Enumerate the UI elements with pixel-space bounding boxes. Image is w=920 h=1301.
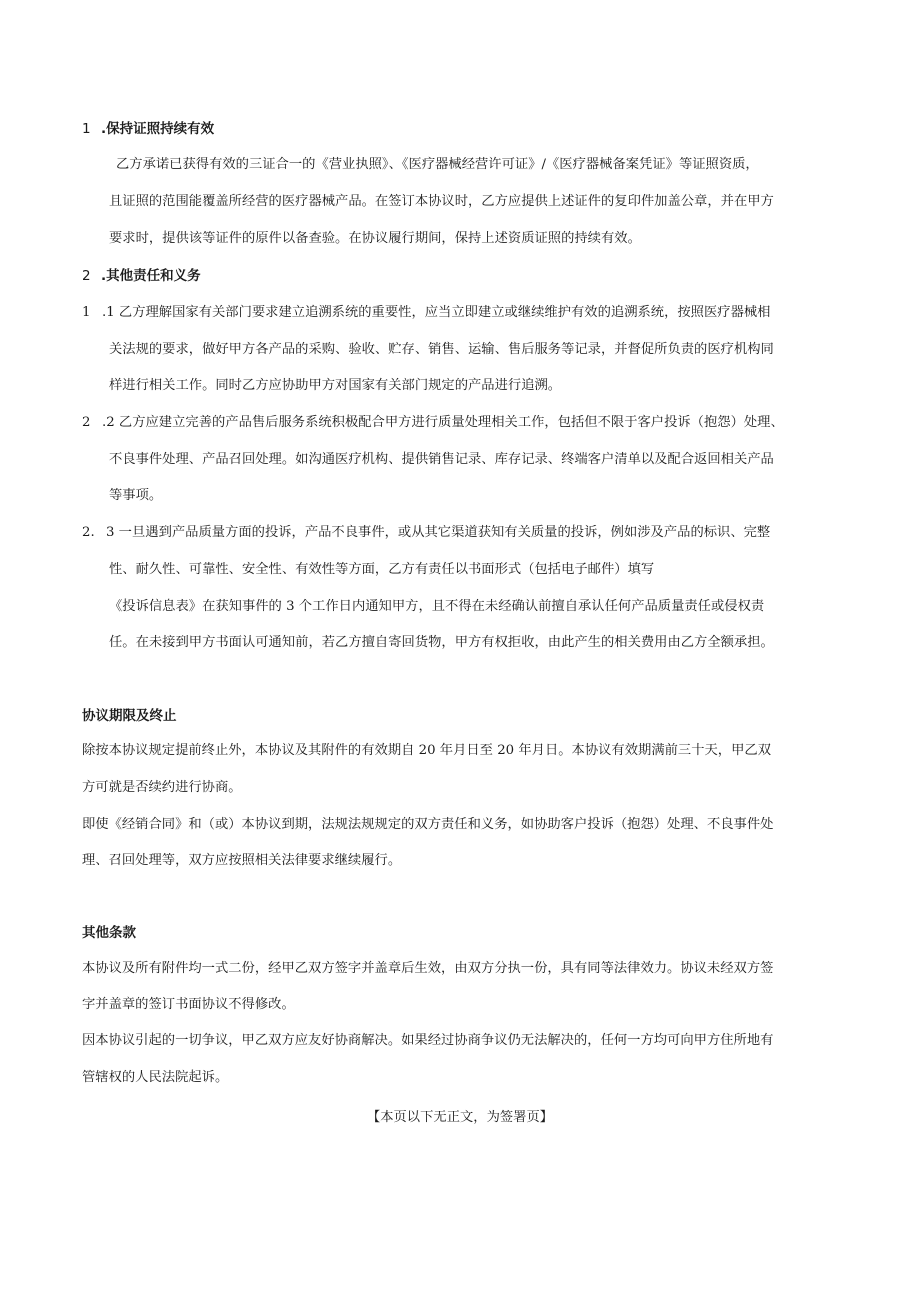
section-1-number: 1 <box>82 121 91 137</box>
section-other-line: 本协议及所有附件均一式二份，经甲乙双方签字并盖章后生效，由双方分执一份，具有同等法律效力。协议未经双方签 <box>82 961 774 976</box>
item-1-line: .1 乙方理解国家有关部门要求建立追溯系统的重要性，应当立即建立或继续维护有效的追溯系统，按照医疗器械相 <box>102 305 771 320</box>
item-1-number: 1 <box>82 305 91 320</box>
section-1-heading: .保持证照持续有效 <box>101 121 215 137</box>
section-other-line: 因本协议引起的一切争议，甲乙双方应友好协商解决。如果经过协商争议仍无法解决的，任何一方均可向甲方住所地有 <box>82 1033 774 1048</box>
section-other-line: 管辖权的人民法院起诉。 <box>82 1070 229 1085</box>
section-1-line: 乙方承诺已获得有效的三证合一的《营业执照》、《医疗器械经营许可证》/《医疗器械备案凭证》等证照资质， <box>116 157 759 172</box>
item-2-line: .2 乙方应建立完善的产品售后服务系统积极配合甲方进行质量处理相关工作，包括但不限于客户投诉（抱怨）处理、 <box>102 415 784 430</box>
section-2-number: 2 <box>82 268 91 284</box>
section-term-line: 理、召回处理等，双方应按照相关法律要求继续履行。 <box>82 853 402 868</box>
item-3-line: 《投诉信息表》在获知事件的 3 个工作日内通知甲方，且不得在未经确认前擅自承认任何产品质量责任或侵权责 <box>109 599 765 614</box>
section-term-line: 即使《经销合同》和（或）本协议到期，法规法规规定的双方责任和义务，如协助客户投诉（抱怨）处理、不良事件处 <box>82 817 774 832</box>
item-2-line: 不良事件处理、产品召回处理。如沟通医疗机构、提供销售记录、库存记录、终端客户清单以及配合返回相关产品 <box>109 452 774 467</box>
item-3-line: 性、耐久性、可靠性、安全性、有效性等方面，乙方有责任以书面形式（包括电子邮件）填写 <box>109 562 655 577</box>
item-3-line: 任。在未接到甲方书面认可通知前，若乙方擅自寄回货物，甲方有权拒收，由此产生的相关费用由乙方全额承担。 <box>109 635 774 650</box>
item-2-number: 2 <box>82 415 91 430</box>
section-1-line: 且证照的范围能覆盖所经营的医疗器械产品。在签订本协议时，乙方应提供上述证件的复印件加盖公章，并在甲方 <box>109 194 774 209</box>
item-3-number: 2. <box>82 525 95 540</box>
section-1-line: 要求时，提供该等证件的原件以备查验。在协议履行期间，保持上述资质证照的持续有效。 <box>109 231 641 246</box>
section-term-line: 除按本协议规定提前终止外，本协议及其附件的有效期自 20 年月日至 20 年月日。本协议有效期满前三十天，甲乙双 <box>82 743 771 758</box>
item-1-line: 关法规的要求，做好甲方各产品的采购、验收、贮存、销售、运输、售后服务等记录，并督促所负责的医疗机构同 <box>109 342 774 357</box>
section-term-line: 方可就是否续约进行协商。 <box>82 780 242 795</box>
section-other-heading: 其他条款 <box>82 925 136 941</box>
section-term-heading: 协议期限及终止 <box>82 708 177 724</box>
section-other-line: 字并盖章的签订书面协议不得修改。 <box>82 997 295 1012</box>
section-2-heading: .其他责任和义务 <box>101 268 201 284</box>
item-2-line: 等事项。 <box>109 488 163 503</box>
item-3-line: 3 一旦遇到产品质量方面的投诉，产品不良事件，或从其它渠道获知有关质量的投诉，例如涉及产品的标识、完整 <box>106 525 771 540</box>
no-more-text-note: 【本页以下无正文，为签署页】 <box>366 1110 554 1125</box>
item-1-line: 样进行相关工作。同时乙方应协助甲方对国家有关部门规定的产品进行追溯。 <box>109 378 562 393</box>
